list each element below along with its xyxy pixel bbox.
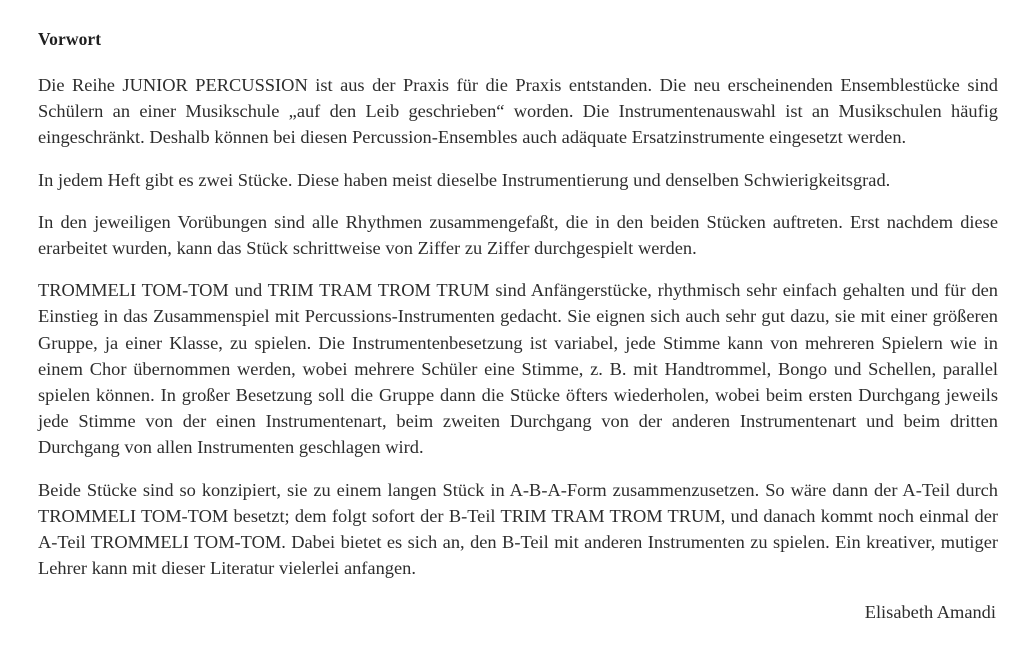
page-title: Vorwort (38, 29, 102, 49)
paragraph-aba-form: Beide Stücke sind so konzipiert, sie zu einem langen Stück in A-B-A-Form zusammenzusetzen. So wäre dann der A-Teil durch TROMMELI TOM-TOM besetzt; dem folgt sofort der B-Teil TRIM TRAM TROM TRUM, und danach kommt noch einmal der A-Teil TROMMELI TOM-TOM. Dabei bietet es sich an, den B-Teil mit anderen Instrumenten zu spielen. Ein kreativer, mutiger Lehrer kann mit dieser Literatur vielerlei anfangen. (38, 479, 998, 579)
paragraph-intro: Die Reihe JUNIOR PERCUSSION ist aus der Praxis für die Praxis entstanden. Die neu erscheinenden Ensemblestücke sind Schülern an einer Musikschule „auf den Leib geschrieben“ worden. Die Instrumentenauswahl ist an Musikschulen häufig eingeschränkt. Deshalb können bei diesen Percussion-Ensembles auch adäquate Ersatzinstrumente eingesetzt werden. (38, 75, 998, 148)
author-signature: Elisabeth Amandi (864, 602, 996, 623)
text-column (38, 28, 998, 626)
paragraph-pieces-per-issue: In jedem Heft gibt es zwei Stücke. Diese haben meist dieselbe Instrumentierung und denselben Schwierigkeitsgrad. (38, 169, 891, 190)
paragraph-pieces-description: TROMMELI TOM-TOM und TRIM TRAM TROM TRUM sind Anfängerstücke, rhythmisch sehr einfach gehalten und für den Einstieg in das Zusammenspiel mit Percussions-Instrumenten gedacht. Sie eignen sich auch sehr gut dazu, sie mit einer größeren Gruppe, ja einer Klasse, zu spielen. Die Instrumentenbesetzung ist variabel, jede Stimme kann von mehreren Spielern wie in einem Chor übernommen werden, wobei mehrere Schüler eine Stimme, z. B. mit Handtrommel, Bongo und Schellen, parallel spielen können. In großer Besetzung soll die Gruppe dann die Stücke öfters wiederholen, wobei beim ersten Durchgang jeweils jede Stimme von der einen Instrumentenart, beim zweiten Durchgang von der anderen Instrumentenart und beim dritten Durchgang von allen Instrumenten geschlagen wird. (38, 280, 998, 458)
paragraph-exercises: In den jeweiligen Vorübungen sind alle Rhythmen zusammengefaßt, die in den beiden Stücken auftreten. Erst nachdem diese erarbeitet wurden, kann das Stück schrittweise von Ziffer zu Ziffer durchgespielt werden. (38, 211, 998, 259)
